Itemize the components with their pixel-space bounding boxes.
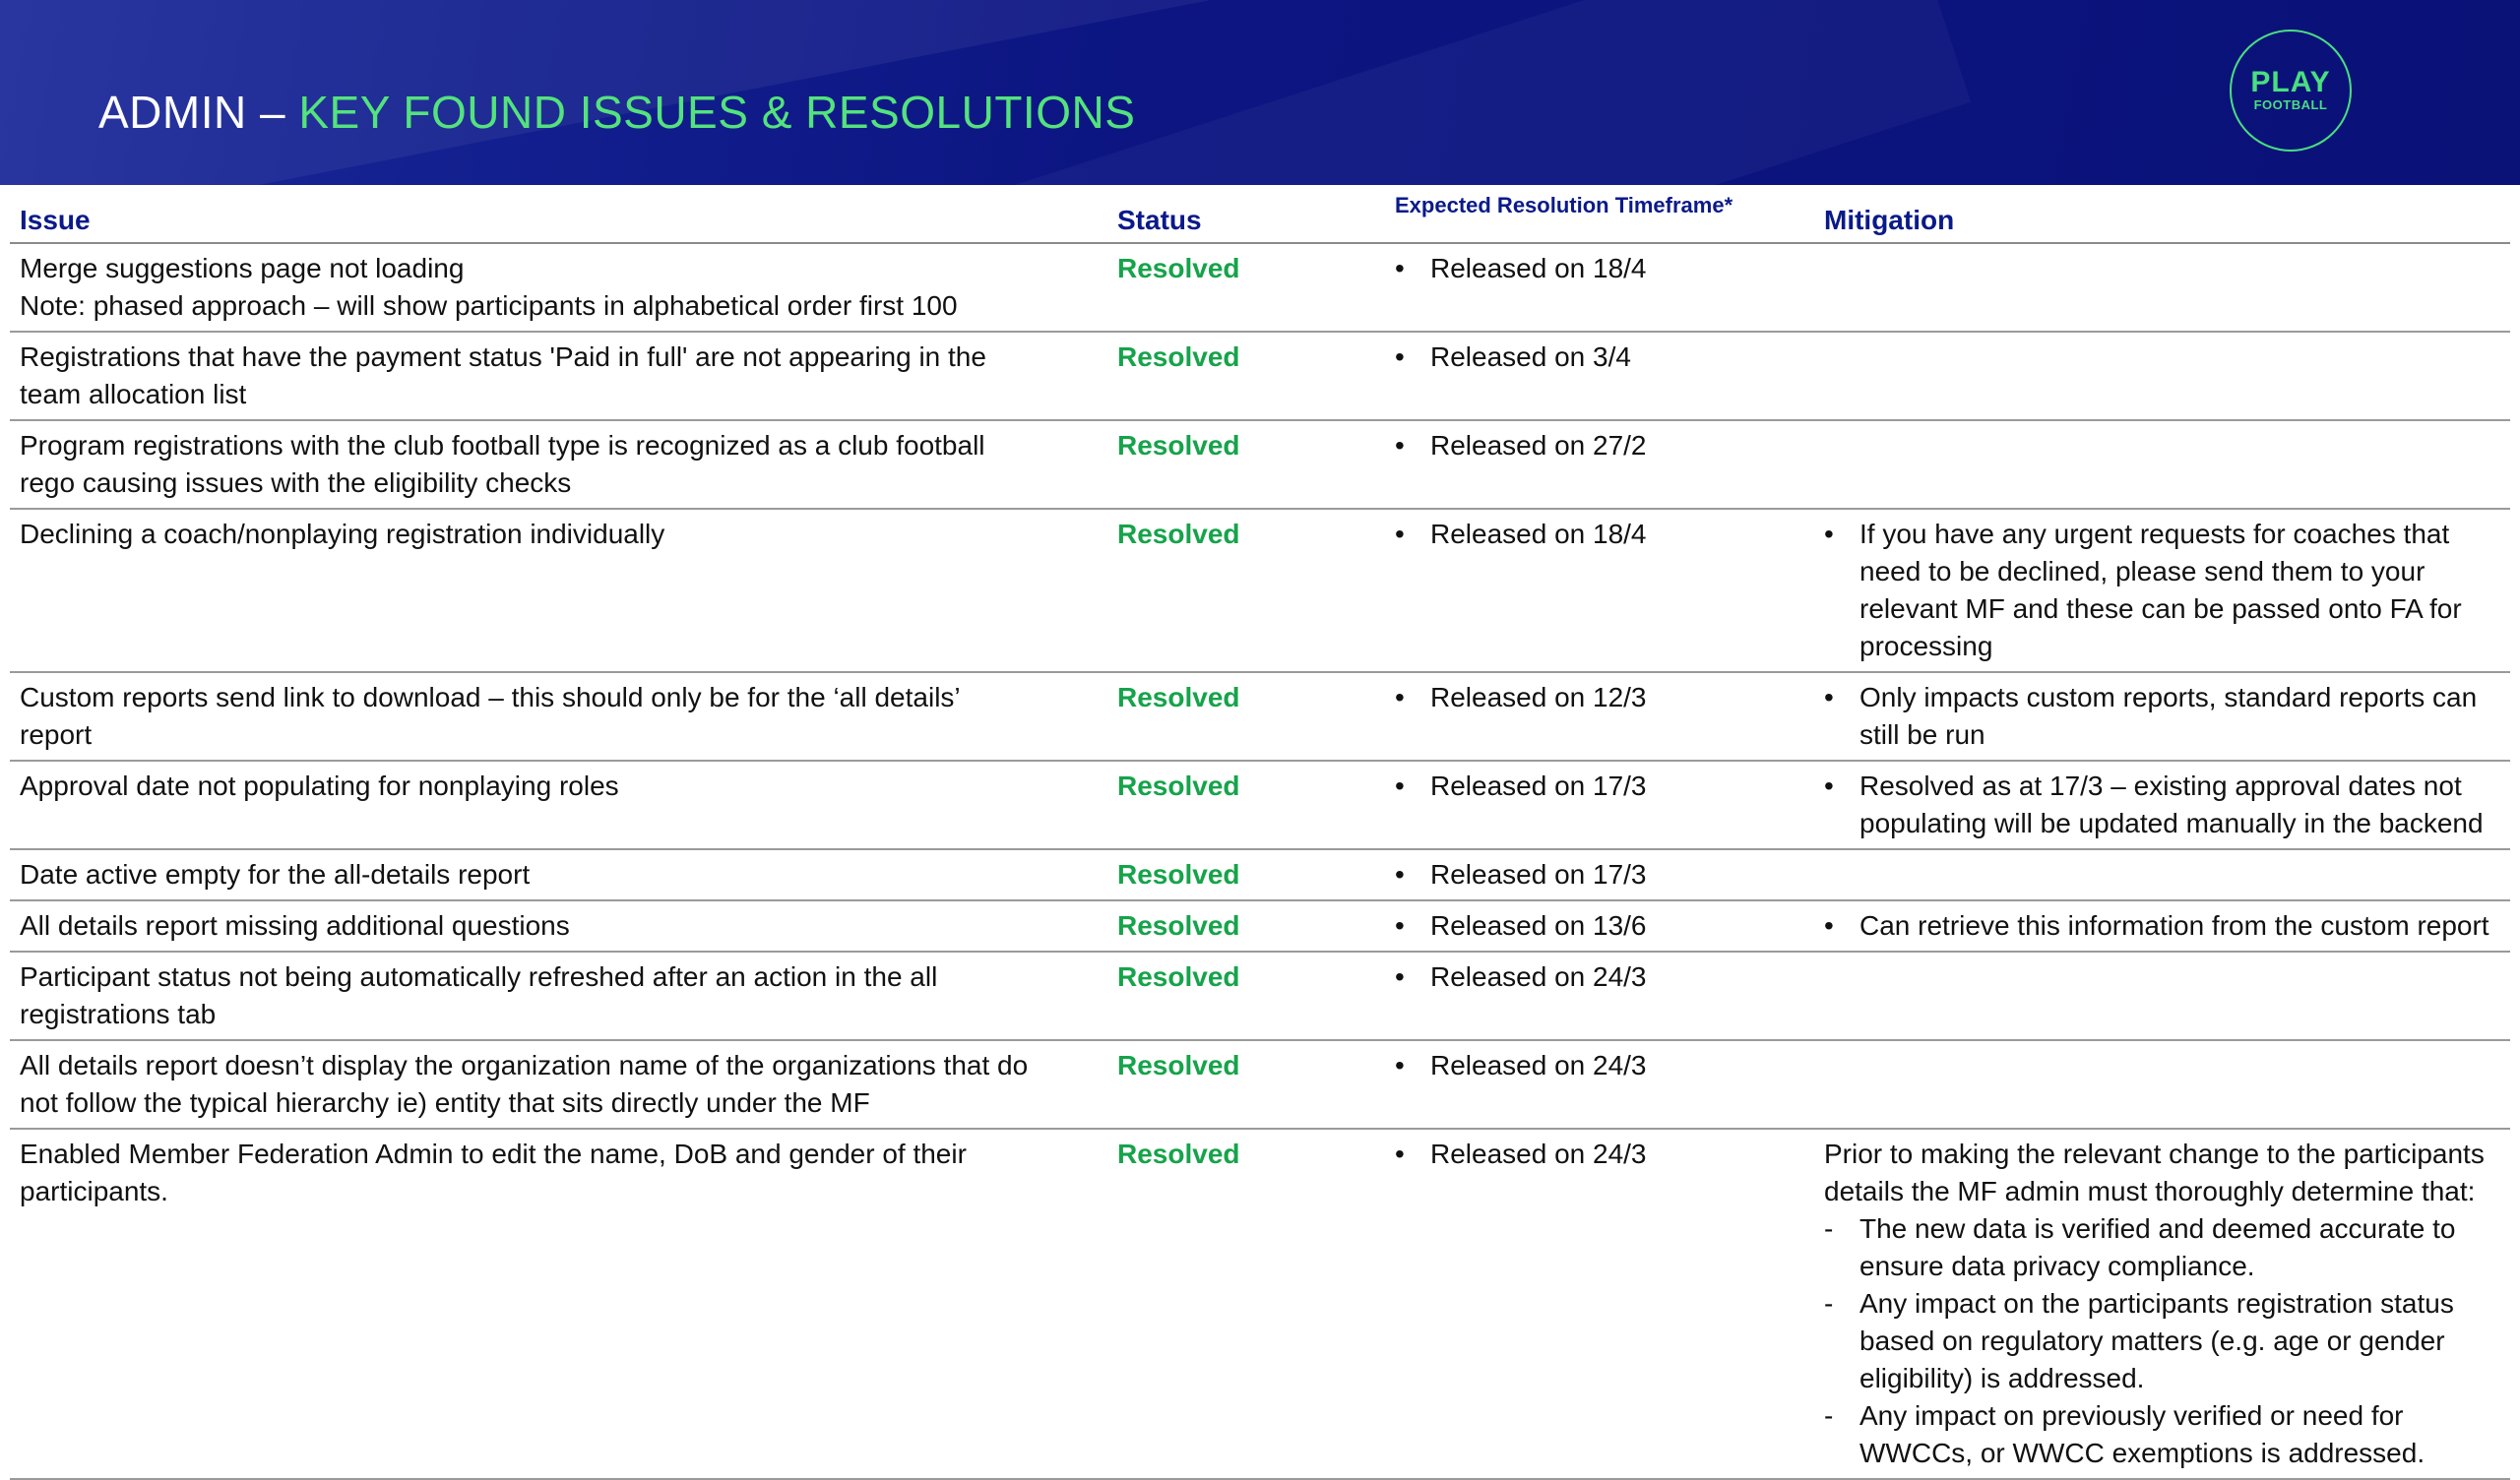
timeframe-cell: [1385, 672, 1814, 761]
mitigation-item: [1824, 1285, 2500, 1397]
bullet-icon: •: [1395, 519, 1405, 549]
timeframe-cell: [1385, 420, 1814, 509]
timeframe-text: Released on 24/3: [1430, 1139, 1647, 1169]
bullet-icon: •: [1395, 910, 1405, 941]
issue-text-line: Custom reports send link to download – this should only be for the ‘all details’: [20, 682, 961, 712]
bullet-icon: •: [1395, 771, 1405, 801]
issue-cell: [10, 1129, 1107, 1479]
mitigation-cell: [1814, 952, 2510, 1040]
status-cell: Resolved: [1107, 952, 1385, 1040]
timeframe-text: Released on 3/4: [1430, 341, 1631, 372]
timeframe-text: Released on 12/3: [1430, 682, 1647, 712]
mitigation-marker: •: [1824, 910, 1834, 941]
timeframe-cell: [1385, 1040, 1814, 1129]
issue-cell: [10, 243, 1107, 332]
timeframe-cell: [1385, 849, 1814, 900]
table-header-row: [10, 187, 2510, 243]
mitigation-text: Any impact on the participants registration status based on regulatory matters (e.g. age or gender eligibility) is addressed.: [1859, 1288, 2454, 1393]
timeframe-cell: [1385, 952, 1814, 1040]
table-row: [10, 849, 2510, 900]
mitigation-item: [1824, 768, 2500, 842]
issue-text-line: Note: phased approach – will show participants in alphabetical order first 100: [20, 290, 958, 321]
play-football-logo: [2230, 30, 2352, 152]
issue-text-line: Merge suggestions page not loading: [20, 253, 465, 283]
mitigation-item: [1824, 516, 2500, 665]
mitigation-item: [1824, 1397, 2500, 1472]
issue-cell: [10, 900, 1107, 952]
mitigation-marker: -: [1824, 1213, 1834, 1244]
issue-text-line: team allocation list: [20, 379, 247, 409]
mitigation-marker: •: [1824, 682, 1834, 712]
issue-cell: [10, 849, 1107, 900]
mitigation-cell: [1814, 509, 2510, 672]
mitigation-cell: [1814, 1129, 2510, 1479]
table-row: [10, 952, 2510, 1040]
timeframe-text: Released on 27/2: [1430, 430, 1647, 461]
bullet-icon: •: [1395, 253, 1405, 283]
page-title: [98, 83, 1135, 142]
issue-text-line: registrations tab: [20, 999, 217, 1029]
issue-text-line: report: [20, 719, 93, 750]
mitigation-text: Only impacts custom reports, standard reports can still be run: [1859, 682, 2478, 750]
mitigation-cell: [1814, 420, 2510, 509]
timeframe-text: Released on 18/4: [1430, 253, 1647, 283]
status-cell: Resolved: [1107, 1040, 1385, 1129]
issue-text-line: Date active empty for the all-details report: [20, 859, 531, 890]
mitigation-cell: [1814, 243, 2510, 332]
table-row: [10, 1040, 2510, 1129]
mitigation-item: [1824, 679, 2500, 754]
bullet-icon: •: [1395, 961, 1405, 992]
issue-text-line: All details report doesn’t display the organization name of the organizations that do: [20, 1050, 1029, 1080]
issue-cell: [10, 952, 1107, 1040]
mitigation-marker: •: [1824, 519, 1834, 549]
issue-cell: [10, 509, 1107, 672]
issue-cell: [10, 420, 1107, 509]
mitigation-marker: •: [1824, 771, 1834, 801]
table-row: [10, 1129, 2510, 1479]
header-mitigation: Mitigation: [1814, 187, 2510, 243]
table-row: [10, 900, 2510, 952]
timeframe-text: Released on 24/3: [1430, 1050, 1647, 1080]
mitigation-cell: [1814, 1040, 2510, 1129]
title-accent: KEY FOUND ISSUES & RESOLUTIONS: [298, 87, 1136, 138]
issues-table: [10, 187, 2510, 1480]
mitigation-cell: [1814, 849, 2510, 900]
timeframe-cell: [1385, 332, 1814, 420]
status-cell: Resolved: [1107, 243, 1385, 332]
table-row: [10, 509, 2510, 672]
issue-cell: [10, 1040, 1107, 1129]
timeframe-text: Released on 17/3: [1430, 859, 1647, 890]
timeframe-text: Released on 17/3: [1430, 771, 1647, 801]
timeframe-cell: [1385, 900, 1814, 952]
status-cell: Resolved: [1107, 761, 1385, 849]
table-row: [10, 420, 2510, 509]
mitigation-intro: Prior to making the relevant change to the participants details the MF admin must thoroughly determine that:: [1824, 1139, 2485, 1206]
issue-text-line: rego causing issues with the eligibility checks: [20, 467, 572, 498]
mitigation-item: [1824, 1210, 2500, 1285]
bullet-icon: •: [1395, 682, 1405, 712]
issue-text-line: Approval date not populating for nonplaying roles: [20, 771, 619, 801]
title-prefix: ADMIN –: [98, 87, 299, 138]
logo-line-1: PLAY: [2250, 66, 2331, 98]
issue-text-line: All details report missing additional questions: [20, 910, 570, 941]
issue-text-line: Registrations that have the payment status 'Paid in full' are not appearing in the: [20, 341, 986, 372]
table-row: [10, 332, 2510, 420]
bullet-icon: •: [1395, 1139, 1405, 1169]
issue-cell: [10, 332, 1107, 420]
table-row: [10, 761, 2510, 849]
mitigation-text: The new data is verified and deemed accurate to ensure data privacy compliance.: [1859, 1213, 2456, 1281]
issue-cell: [10, 672, 1107, 761]
mitigation-text: Resolved as at 17/3 – existing approval dates not populating will be updated manually in the backend: [1859, 771, 2484, 838]
header-issue: Issue: [10, 187, 1107, 243]
mitigation-marker: -: [1824, 1400, 1834, 1431]
table-row: [10, 672, 2510, 761]
bullet-icon: •: [1395, 341, 1405, 372]
issue-text-line: participants.: [20, 1176, 168, 1206]
timeframe-cell: [1385, 761, 1814, 849]
issue-cell: [10, 761, 1107, 849]
status-cell: Resolved: [1107, 900, 1385, 952]
status-cell: Resolved: [1107, 672, 1385, 761]
timeframe-cell: [1385, 509, 1814, 672]
table-row: [10, 243, 2510, 332]
mitigation-cell: [1814, 672, 2510, 761]
header-timeframe: Expected Resolution Timeframe*: [1385, 187, 1814, 243]
status-cell: Resolved: [1107, 1129, 1385, 1479]
mitigation-text: If you have any urgent requests for coaches that need to be declined, please send them to your relevant MF and these can be passed onto FA for processing: [1859, 519, 2462, 661]
issue-text-line: Program registrations with the club football type is recognized as a club football: [20, 430, 985, 461]
mitigation-cell: [1814, 900, 2510, 952]
timeframe-cell: [1385, 243, 1814, 332]
mitigation-text: Any impact on previously verified or need for WWCCs, or WWCC exemptions is addressed.: [1859, 1400, 2426, 1468]
issue-text-line: not follow the typical hierarchy ie) entity that sits directly under the MF: [20, 1087, 870, 1118]
header-status: Status: [1107, 187, 1385, 243]
bullet-icon: •: [1395, 859, 1405, 890]
header-banner: [0, 0, 2520, 185]
mitigation-text: Can retrieve this information from the custom report: [1859, 910, 2489, 941]
timeframe-text: Released on 24/3: [1430, 961, 1647, 992]
status-cell: Resolved: [1107, 849, 1385, 900]
bullet-icon: •: [1395, 1050, 1405, 1080]
status-cell: Resolved: [1107, 332, 1385, 420]
mitigation-item: [1824, 907, 2500, 945]
timeframe-cell: [1385, 1129, 1814, 1479]
mitigation-marker: -: [1824, 1288, 1834, 1319]
bullet-icon: •: [1395, 430, 1405, 461]
timeframe-text: Released on 18/4: [1430, 519, 1647, 549]
status-cell: Resolved: [1107, 509, 1385, 672]
timeframe-text: Released on 13/6: [1430, 910, 1647, 941]
mitigation-cell: [1814, 761, 2510, 849]
issue-text-line: Enabled Member Federation Admin to edit the name, DoB and gender of their: [20, 1139, 967, 1169]
issue-text-line: Participant status not being automatically refreshed after an action in the all: [20, 961, 938, 992]
mitigation-cell: [1814, 332, 2510, 420]
logo-line-2: FOOTBALL: [2253, 97, 2328, 112]
issue-text-line: Declining a coach/nonplaying registration individually: [20, 519, 665, 549]
status-cell: Resolved: [1107, 420, 1385, 509]
